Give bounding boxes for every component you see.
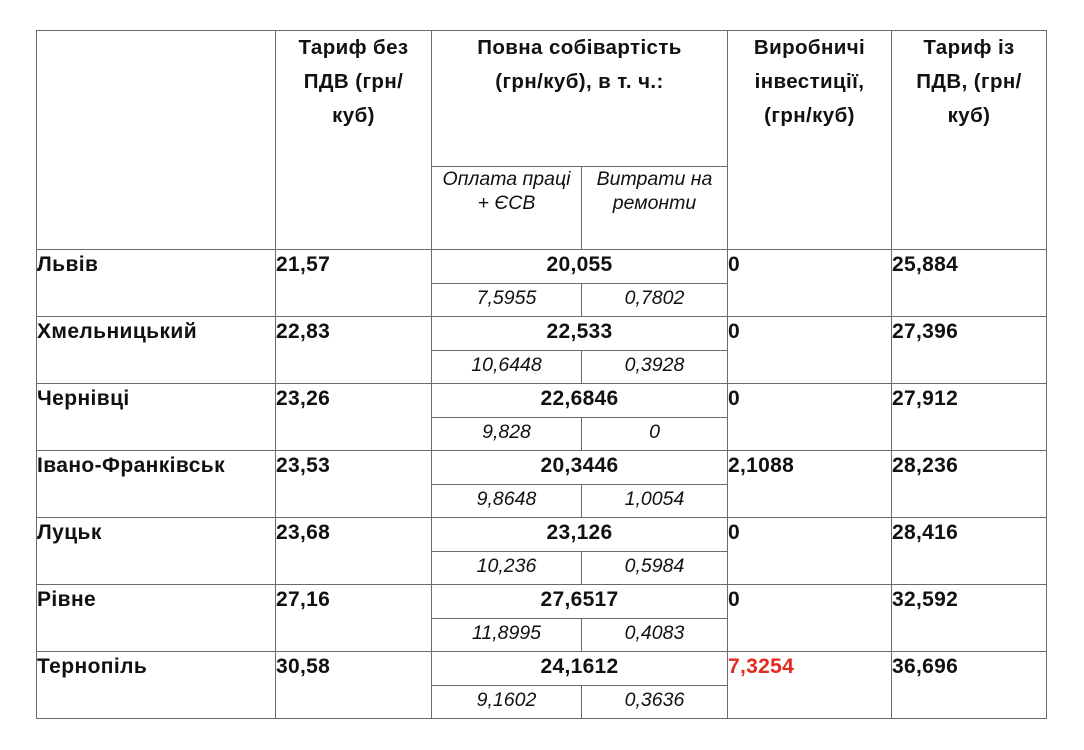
city-name: Луцьк <box>37 518 276 585</box>
tariff-no-vat-value: 23,53 <box>276 451 432 518</box>
table-row <box>37 317 1047 351</box>
header-tariff-no-vat: Тариф без ПДВ (грн/куб) <box>276 31 432 250</box>
investments-value: 0 <box>728 384 892 451</box>
repairs-value: 1,0054 <box>582 485 728 518</box>
tariff-no-vat-value: 22,83 <box>276 317 432 384</box>
tariff-vat-value: 32,592 <box>892 585 1047 652</box>
repairs-value: 0,7802 <box>582 284 728 317</box>
header-full-cost: Повна собівартість (грн/куб), в т. ч.: <box>432 31 728 167</box>
investments-value: 7,3254 <box>728 652 892 719</box>
tariff-vat-value: 27,912 <box>892 384 1047 451</box>
tariff-no-vat-value: 23,26 <box>276 384 432 451</box>
investments-value: 2,1088 <box>728 451 892 518</box>
table-row <box>37 585 1047 619</box>
tariff-table <box>36 30 1047 719</box>
full-cost-value: 22,6846 <box>432 384 728 418</box>
tariff-vat-value: 25,884 <box>892 250 1047 317</box>
tariff-no-vat-value: 27,16 <box>276 585 432 652</box>
full-cost-value: 24,1612 <box>432 652 728 686</box>
subheader-repairs: Витрати на ремонти <box>582 167 728 250</box>
labor-value: 11,8995 <box>432 619 582 652</box>
city-name: Тернопіль <box>37 652 276 719</box>
tariff-no-vat-value: 21,57 <box>276 250 432 317</box>
repairs-value: 0,4083 <box>582 619 728 652</box>
full-cost-value: 27,6517 <box>432 585 728 619</box>
labor-value: 10,6448 <box>432 351 582 384</box>
city-name: Чернівці <box>37 384 276 451</box>
repairs-value: 0,3636 <box>582 686 728 719</box>
full-cost-value: 22,533 <box>432 317 728 351</box>
table-row <box>37 250 1047 284</box>
table-row <box>37 518 1047 552</box>
tariff-vat-value: 28,236 <box>892 451 1047 518</box>
labor-value: 7,5955 <box>432 284 582 317</box>
labor-value: 9,1602 <box>432 686 582 719</box>
table-row <box>37 451 1047 485</box>
table-row <box>37 384 1047 418</box>
labor-value: 10,236 <box>432 552 582 585</box>
city-name: Львів <box>37 250 276 317</box>
full-cost-value: 23,126 <box>432 518 728 552</box>
full-cost-value: 20,055 <box>432 250 728 284</box>
tariff-vat-value: 28,416 <box>892 518 1047 585</box>
tariff-no-vat-value: 30,58 <box>276 652 432 719</box>
investments-value: 0 <box>728 518 892 585</box>
city-name: Рівне <box>37 585 276 652</box>
tariff-vat-value: 27,396 <box>892 317 1047 384</box>
investments-value: 0 <box>728 585 892 652</box>
tariff-vat-value: 36,696 <box>892 652 1047 719</box>
city-name: Івано-Франківськ <box>37 451 276 518</box>
header-investments: Виробничі інвестиції, (грн/куб) <box>728 31 892 250</box>
table-row <box>37 652 1047 686</box>
header-empty-cell <box>37 31 276 250</box>
city-name: Хмельницький <box>37 317 276 384</box>
subheader-labor: Оплата праці + ЄСВ <box>432 167 582 250</box>
investments-value: 0 <box>728 317 892 384</box>
repairs-value: 0,3928 <box>582 351 728 384</box>
header-tariff-vat: Тариф із ПДВ, (грн/куб) <box>892 31 1047 250</box>
full-cost-value: 20,3446 <box>432 451 728 485</box>
investments-value: 0 <box>728 250 892 317</box>
tariff-no-vat-value: 23,68 <box>276 518 432 585</box>
repairs-value: 0 <box>582 418 728 451</box>
labor-value: 9,8648 <box>432 485 582 518</box>
labor-value: 9,828 <box>432 418 582 451</box>
repairs-value: 0,5984 <box>582 552 728 585</box>
